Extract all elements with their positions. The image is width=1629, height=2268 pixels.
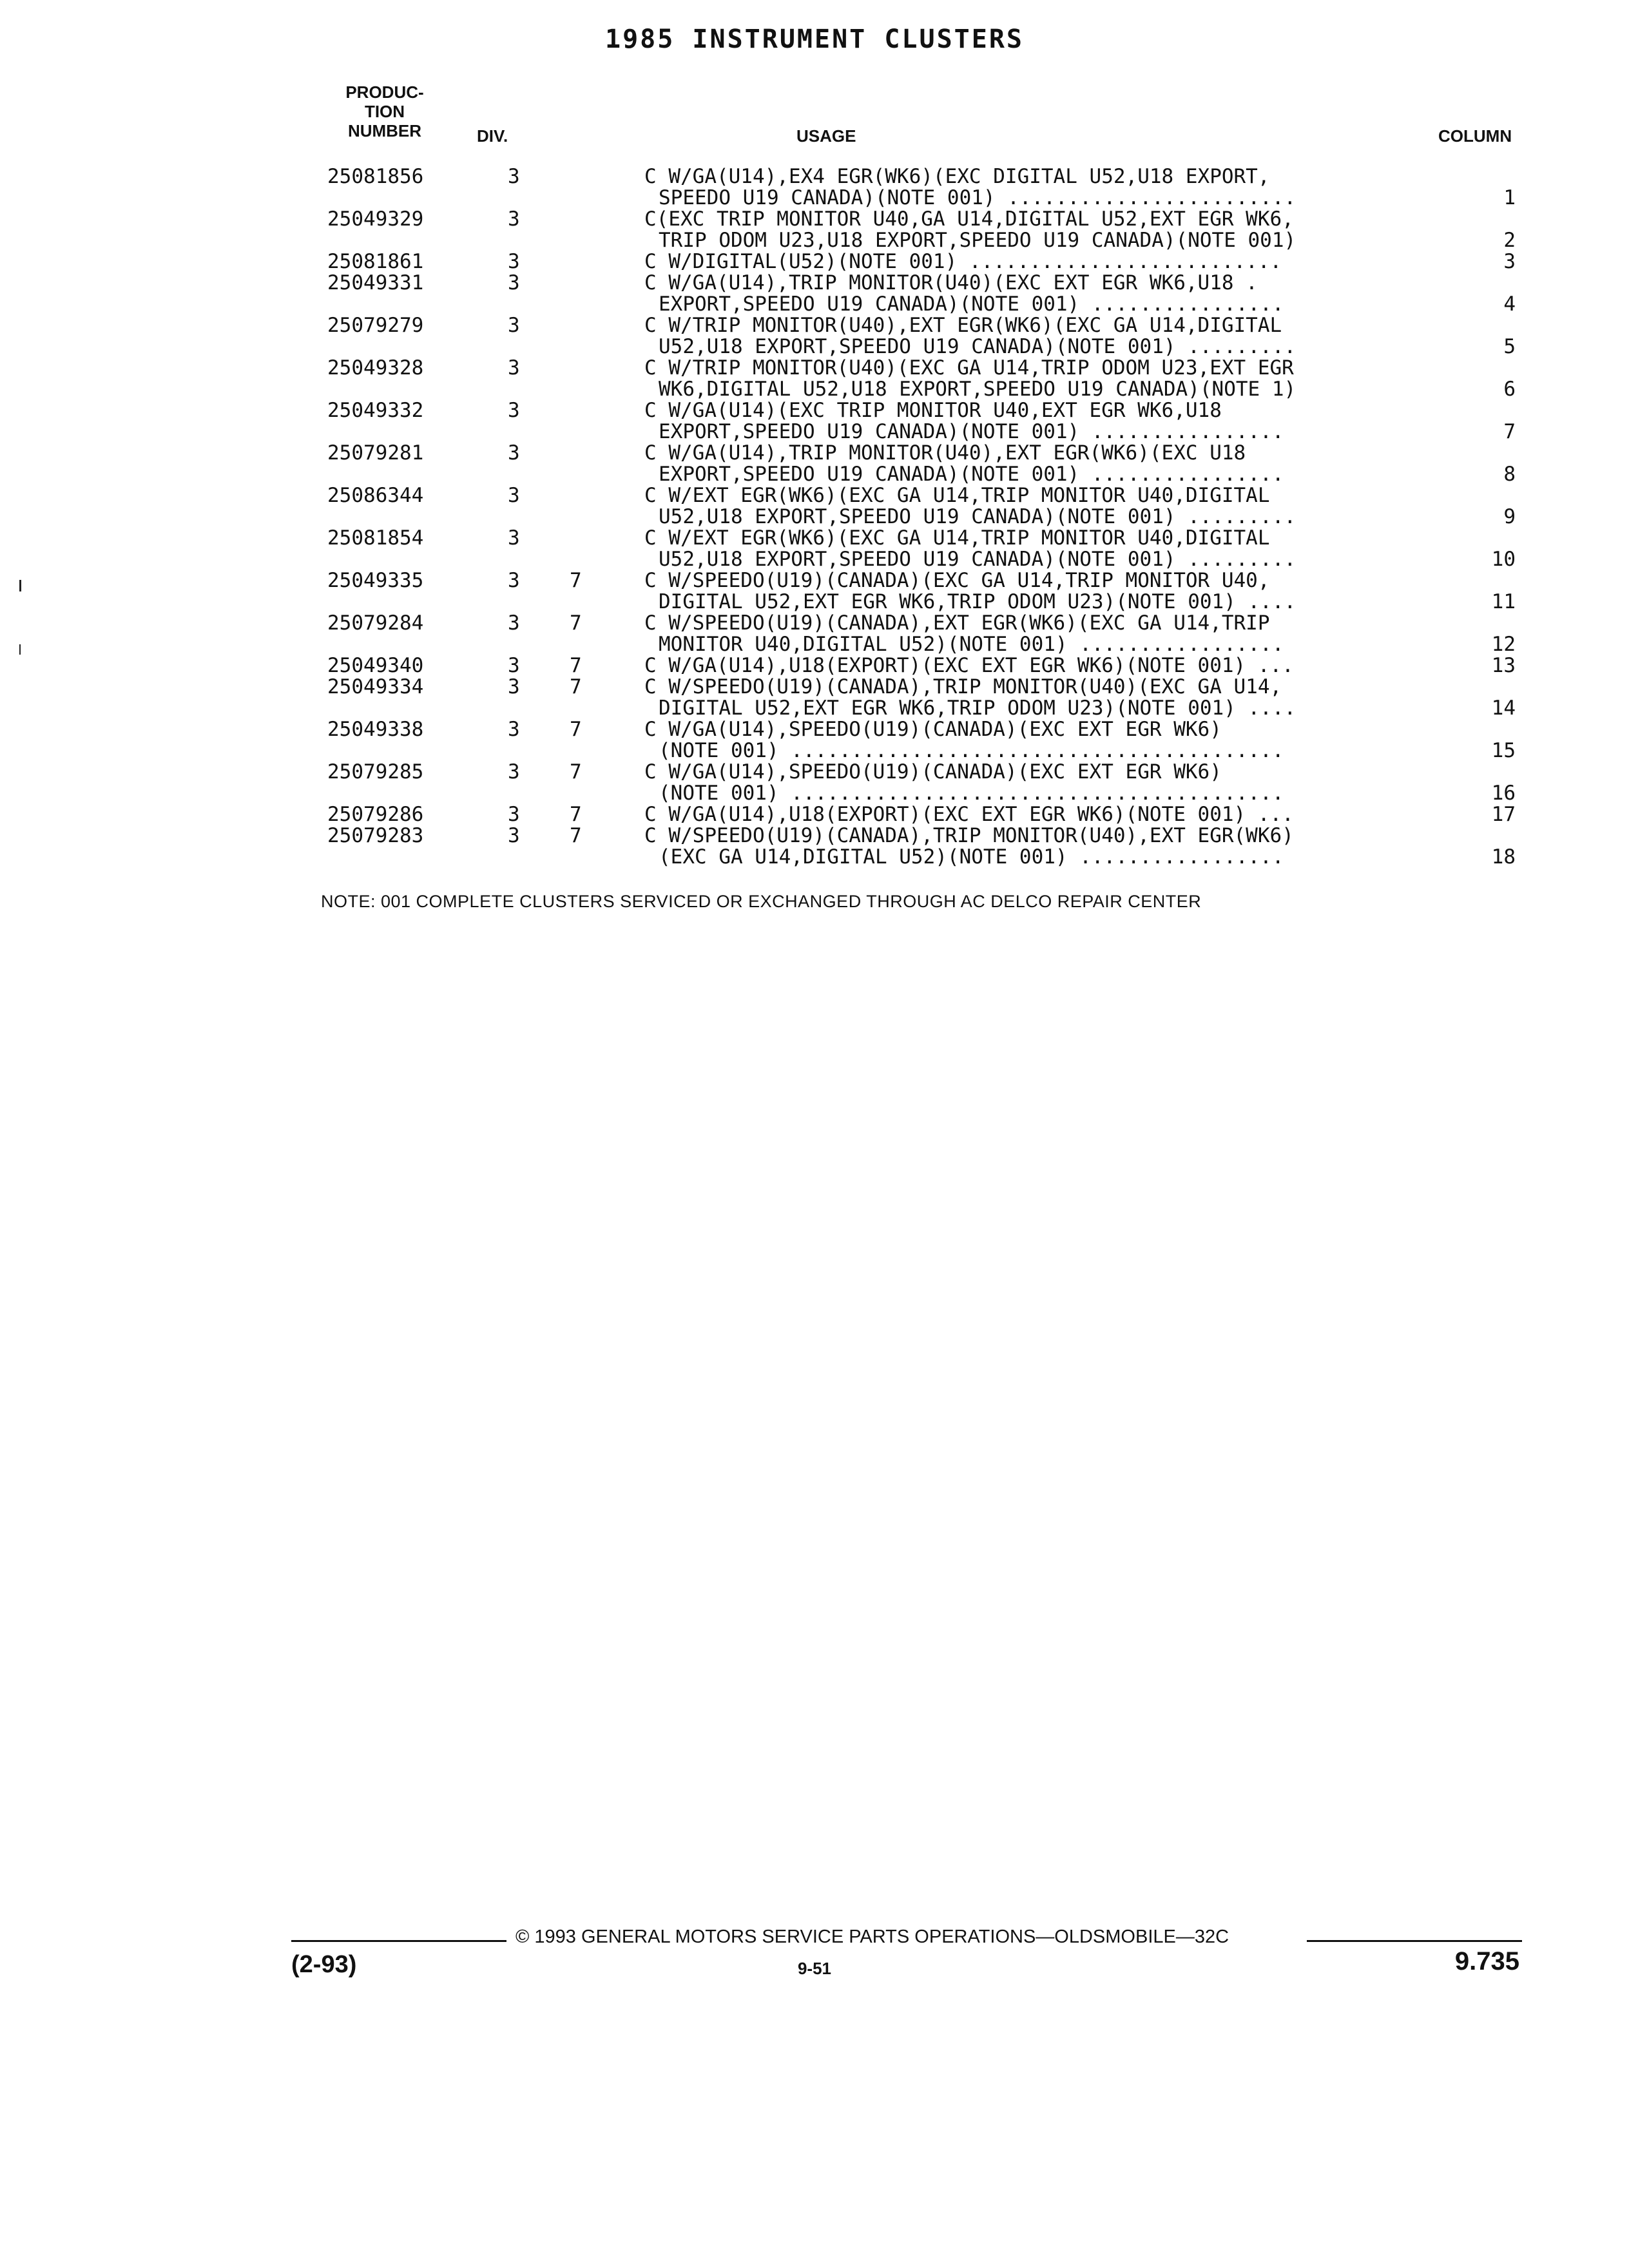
production-number: 25079281 xyxy=(327,441,424,465)
division-secondary: 7 xyxy=(570,675,582,698)
division: 3 xyxy=(508,526,520,550)
usage-line-2: (NOTE 001) ......................................... xyxy=(659,739,1284,762)
column-number: 8 xyxy=(1503,463,1516,486)
production-number: 25049329 xyxy=(327,207,424,231)
usage-line-1: C W/SPEEDO(U19)(CANADA),EXT EGR(WK6)(EXC GA U14,TRIP xyxy=(644,611,1270,635)
production-number: 25049332 xyxy=(327,399,424,422)
division-secondary: 7 xyxy=(570,760,582,783)
usage-line-2: EXPORT,SPEEDO U19 CANADA)(NOTE 001) ................ xyxy=(659,463,1284,486)
division-secondary: 7 xyxy=(570,718,582,741)
usage-text xyxy=(644,655,1467,677)
production-number: 25049334 xyxy=(327,675,424,698)
header-production-number: PRODUC- TION NUMBER xyxy=(345,82,424,140)
usage-line-1: C W/SPEEDO(U19)(CANADA),TRIP MONITOR(U40)(EXC GA U14, xyxy=(644,675,1282,698)
usage-line-2: WK6,DIGITAL U52,U18 EXPORT,SPEEDO U19 CANADA)(NOTE 1) xyxy=(659,378,1296,401)
column-number: 6 xyxy=(1503,378,1516,401)
column-number: 7 xyxy=(1503,420,1516,443)
usage-line-2: (NOTE 001) ......................................... xyxy=(659,782,1284,805)
production-number: 25079283 xyxy=(327,824,424,847)
usage-text xyxy=(644,804,1467,825)
usage-text xyxy=(644,570,1467,613)
usage-text xyxy=(644,677,1467,719)
usage-line-1: C W/TRIP MONITOR(U40)(EXC GA U14,TRIP ODOM U23,EXT EGR xyxy=(644,356,1294,380)
division: 3 xyxy=(508,314,520,337)
footer-section-number: 9.735 xyxy=(1454,1947,1519,1975)
usage-line-1: C W/GA(U14),TRIP MONITOR(U40)(EXC EXT EGR WK6,U18 . xyxy=(644,271,1258,294)
division: 3 xyxy=(508,760,520,783)
footnote: NOTE: 001 COMPLETE CLUSTERS SERVICED OR EXCHANGED THROUGH AC DELCO REPAIR CENTER xyxy=(321,892,1202,911)
header-column: COLUMN xyxy=(1438,126,1512,146)
footer-rule-right xyxy=(1307,1940,1522,1942)
column-number: 3 xyxy=(1503,250,1516,273)
division: 3 xyxy=(508,675,520,698)
division: 3 xyxy=(508,824,520,847)
usage-text xyxy=(644,209,1467,251)
usage-line-1: C W/DIGITAL(U52)(NOTE 001) .......................... xyxy=(644,250,1282,273)
usage-text xyxy=(644,315,1467,358)
footer-page-number: 9-51 xyxy=(797,1959,832,1978)
usage-line-1: C W/GA(U14),EX4 EGR(WK6)(EXC DIGITAL U52,U18 EXPORT, xyxy=(644,165,1270,188)
header-div: DIV. xyxy=(477,126,508,146)
footer-rule-left xyxy=(291,1940,506,1942)
usage-text xyxy=(644,719,1467,762)
division: 3 xyxy=(508,441,520,465)
column-number: 5 xyxy=(1503,335,1516,358)
column-number: 10 xyxy=(1491,548,1516,571)
footer-revision-date: (2-93) xyxy=(291,1951,357,1978)
usage-line-1: C W/EXT EGR(WK6)(EXC GA U14,TRIP MONITOR U40,DIGITAL xyxy=(644,484,1270,507)
division: 3 xyxy=(508,654,520,677)
footer-copyright: © 1993 GENERAL MOTORS SERVICE PARTS OPERATIONS—OLDSMOBILE—32C xyxy=(516,1927,1229,1947)
division: 3 xyxy=(508,569,520,592)
scan-mark xyxy=(19,580,21,591)
page-title: 1985 INSTRUMENT CLUSTERS xyxy=(605,24,1024,54)
column-number: 9 xyxy=(1503,505,1516,528)
production-number: 25049335 xyxy=(327,569,424,592)
column-number: 12 xyxy=(1491,633,1516,656)
usage-line-1: C W/GA(U14),SPEEDO(U19)(CANADA)(EXC EXT EGR WK6) xyxy=(644,760,1222,783)
division: 3 xyxy=(508,399,520,422)
division-secondary: 7 xyxy=(570,654,582,677)
usage-line-1: C W/TRIP MONITOR(U40),EXT EGR(WK6)(EXC GA U14,DIGITAL xyxy=(644,314,1282,337)
production-number: 25049331 xyxy=(327,271,424,294)
column-number: 11 xyxy=(1491,590,1516,613)
usage-text xyxy=(644,166,1467,209)
usage-text xyxy=(644,825,1467,868)
column-number: 15 xyxy=(1491,739,1516,762)
production-number: 25049340 xyxy=(327,654,424,677)
usage-text xyxy=(644,358,1467,400)
usage-line-2: MONITOR U40,DIGITAL U52)(NOTE 001) ................. xyxy=(659,633,1284,656)
division: 3 xyxy=(508,207,520,231)
division: 3 xyxy=(508,165,520,188)
usage-line-1: C W/GA(U14),TRIP MONITOR(U40),EXT EGR(WK6)(EXC U18 xyxy=(644,441,1246,465)
header-usage: USAGE xyxy=(796,126,856,146)
usage-text xyxy=(644,273,1467,315)
production-number: 25049328 xyxy=(327,356,424,380)
division: 3 xyxy=(508,356,520,380)
usage-line-2: U52,U18 EXPORT,SPEEDO U19 CANADA)(NOTE 001) ......... xyxy=(659,335,1296,358)
column-number: 16 xyxy=(1491,782,1516,805)
usage-line-1: C W/GA(U14),SPEEDO(U19)(CANADA)(EXC EXT EGR WK6) xyxy=(644,718,1222,741)
usage-line-2: TRIP ODOM U23,U18 EXPORT,SPEEDO U19 CANADA)(NOTE 001) xyxy=(659,229,1296,252)
usage-line-1: C(EXC TRIP MONITOR U40,GA U14,DIGITAL U52,EXT EGR WK6, xyxy=(644,207,1294,231)
column-number: 13 xyxy=(1491,654,1516,677)
usage-line-2: EXPORT,SPEEDO U19 CANADA)(NOTE 001) ................ xyxy=(659,420,1284,443)
division: 3 xyxy=(508,611,520,635)
production-number: 25081854 xyxy=(327,526,424,550)
usage-line-1: C W/GA(U14),U18(EXPORT)(EXC EXT EGR WK6)(NOTE 001) ... xyxy=(644,654,1294,677)
usage-text xyxy=(644,613,1467,655)
usage-line-2: U52,U18 EXPORT,SPEEDO U19 CANADA)(NOTE 001) ......... xyxy=(659,548,1296,571)
usage-line-1: C W/EXT EGR(WK6)(EXC GA U14,TRIP MONITOR U40,DIGITAL xyxy=(644,526,1270,550)
production-number: 25079284 xyxy=(327,611,424,635)
usage-line-2: SPEEDO U19 CANADA)(NOTE 001) ........................ xyxy=(659,186,1296,209)
usage-text xyxy=(644,251,1467,273)
usage-line-1: C W/GA(U14),U18(EXPORT)(EXC EXT EGR WK6)(NOTE 001) ... xyxy=(644,803,1294,826)
division-secondary: 7 xyxy=(570,803,582,826)
usage-text xyxy=(644,485,1467,528)
column-number: 1 xyxy=(1503,186,1516,209)
production-number: 25081861 xyxy=(327,250,424,273)
division: 3 xyxy=(508,718,520,741)
usage-line-2: EXPORT,SPEEDO U19 CANADA)(NOTE 001) ................ xyxy=(659,293,1284,316)
usage-text xyxy=(644,762,1467,804)
usage-line-1: C W/SPEEDO(U19)(CANADA)(EXC GA U14,TRIP MONITOR U40, xyxy=(644,569,1270,592)
usage-line-1: C W/SPEEDO(U19)(CANADA),TRIP MONITOR(U40),EXT EGR(WK6) xyxy=(644,824,1294,847)
division-secondary: 7 xyxy=(570,824,582,847)
division-secondary: 7 xyxy=(570,611,582,635)
production-number: 25049338 xyxy=(327,718,424,741)
column-number: 2 xyxy=(1503,229,1516,252)
division: 3 xyxy=(508,803,520,826)
column-number: 18 xyxy=(1491,845,1516,869)
column-number: 17 xyxy=(1491,803,1516,826)
usage-text xyxy=(644,443,1467,485)
usage-line-2: (EXC GA U14,DIGITAL U52)(NOTE 001) ................. xyxy=(659,845,1284,869)
column-number: 14 xyxy=(1491,697,1516,720)
production-number: 25079279 xyxy=(327,314,424,337)
usage-line-2: DIGITAL U52,EXT EGR WK6,TRIP ODOM U23)(NOTE 001) .... xyxy=(659,590,1296,613)
division: 3 xyxy=(508,250,520,273)
usage-line-1: C W/GA(U14)(EXC TRIP MONITOR U40,EXT EGR WK6,U18 xyxy=(644,399,1222,422)
scan-mark xyxy=(19,644,21,655)
production-number: 25079286 xyxy=(327,803,424,826)
usage-line-2: DIGITAL U52,EXT EGR WK6,TRIP ODOM U23)(NOTE 001) .... xyxy=(659,697,1296,720)
production-number: 25081856 xyxy=(327,165,424,188)
production-number: 25086344 xyxy=(327,484,424,507)
usage-text xyxy=(644,400,1467,443)
column-number: 4 xyxy=(1503,293,1516,316)
usage-line-2: U52,U18 EXPORT,SPEEDO U19 CANADA)(NOTE 001) ......... xyxy=(659,505,1296,528)
production-number: 25079285 xyxy=(327,760,424,783)
division-secondary: 7 xyxy=(570,569,582,592)
usage-text xyxy=(644,528,1467,570)
division: 3 xyxy=(508,484,520,507)
division: 3 xyxy=(508,271,520,294)
